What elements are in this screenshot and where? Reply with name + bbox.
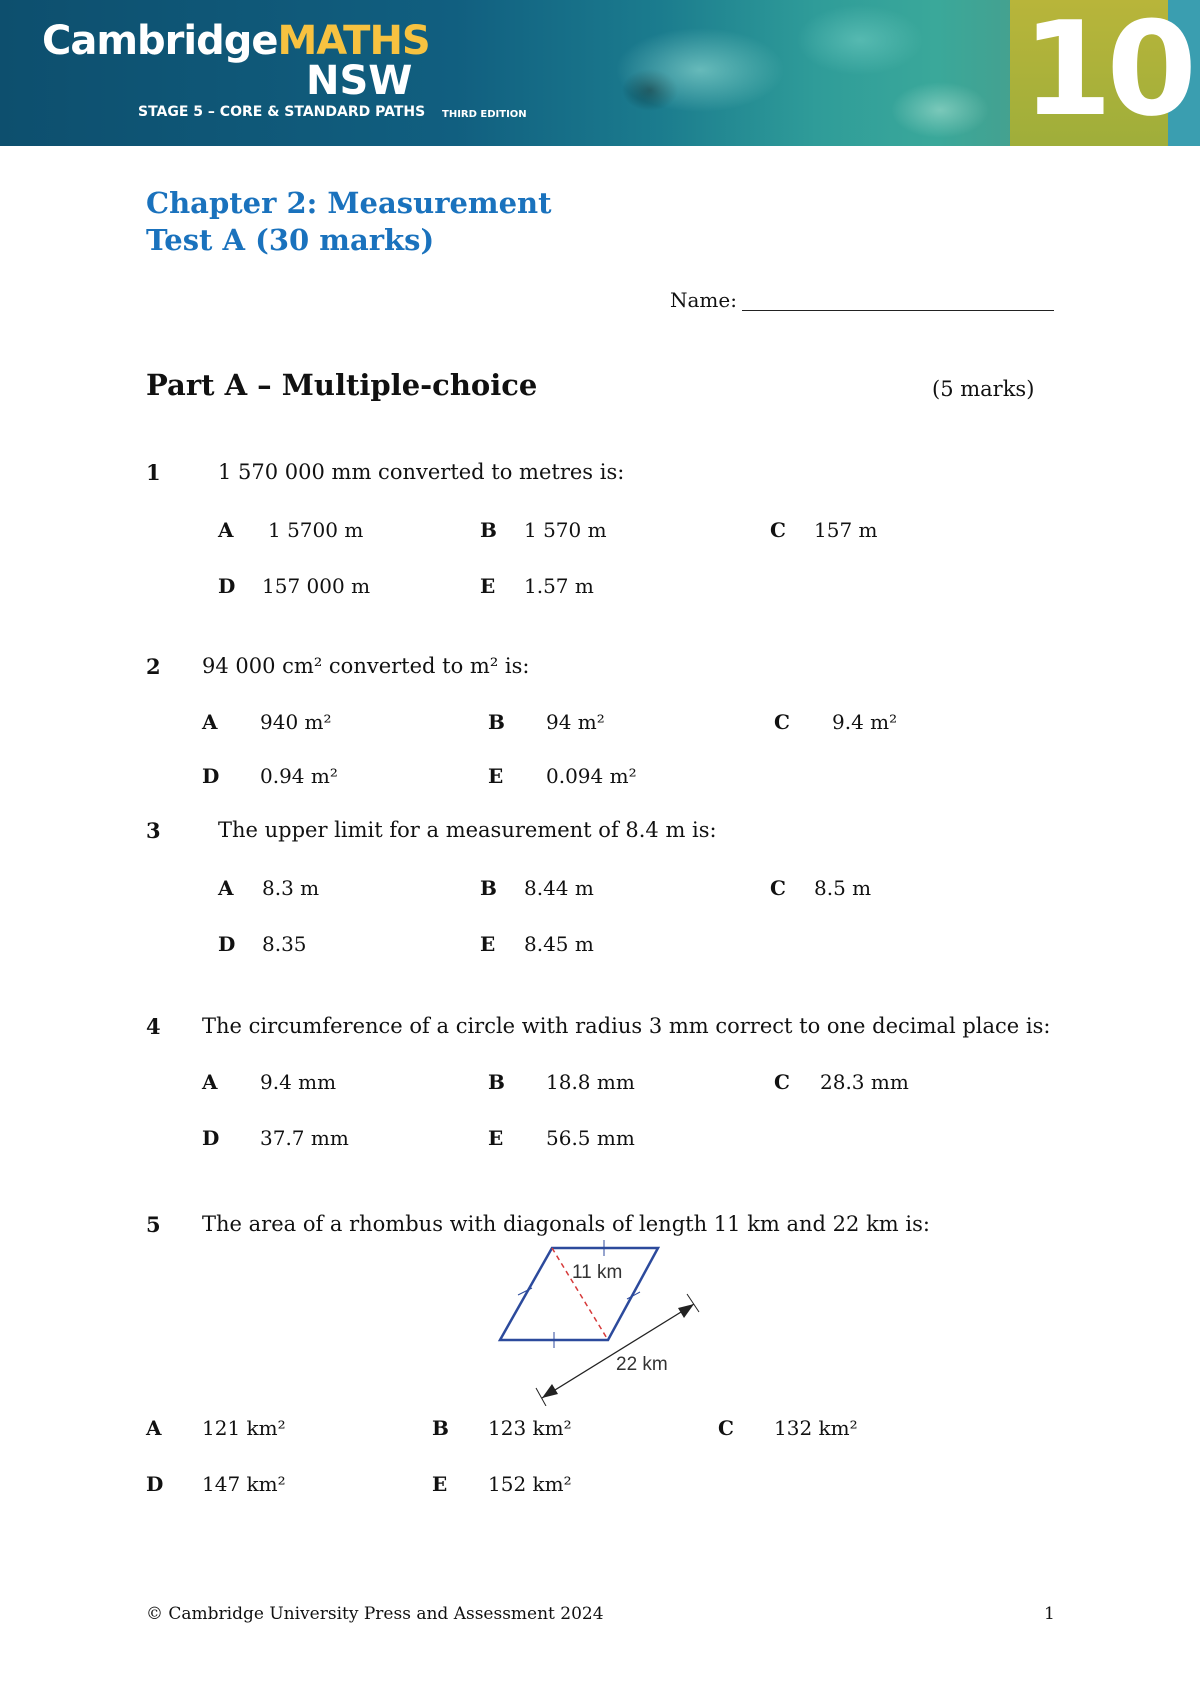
option-letter-c: C — [774, 1070, 790, 1094]
option-value-d: 147 km² — [202, 1472, 286, 1496]
option-value-c: 132 km² — [774, 1416, 858, 1440]
option-value-a: 940 m² — [260, 710, 332, 734]
question-number: 3 — [146, 818, 161, 843]
stage-label: STAGE 5 – CORE & STANDARD PATHS — [138, 104, 426, 120]
option-letter-a: A — [146, 1416, 162, 1440]
brand-maths: MATHS — [277, 18, 430, 64]
option-letter-d: D — [218, 932, 236, 956]
page-number: 1 — [1044, 1604, 1055, 1624]
option-value-c: 9.4 m² — [832, 710, 898, 734]
long-diagonal-dimension — [542, 1304, 694, 1398]
option-letter-b: B — [432, 1416, 449, 1440]
question-number: 2 — [146, 654, 161, 679]
option-value-e: 8.45 m — [524, 932, 594, 956]
copyright-footer: © Cambridge University Press and Assessment 2024 — [146, 1604, 604, 1624]
option-letter-c: C — [774, 710, 790, 734]
option-value-e: 152 km² — [488, 1472, 572, 1496]
chapter-title: Chapter 2: Measurement — [146, 186, 552, 220]
option-value-d: 157 000 m — [262, 574, 371, 598]
question-number: 4 — [146, 1014, 161, 1039]
question-text: The area of a rhombus with diagonals of length 11 km and 22 km is: — [202, 1212, 930, 1236]
option-letter-a: A — [218, 876, 234, 900]
question-text: 1 570 000 mm converted to metres is: — [218, 460, 625, 484]
option-value-b: 1 570 m — [524, 518, 607, 542]
option-letter-e: E — [488, 764, 504, 788]
grade-number: 10 — [1022, 0, 1191, 145]
rhombus-diagram — [480, 1236, 720, 1406]
option-value-a: 121 km² — [202, 1416, 286, 1440]
option-value-c: 28.3 mm — [820, 1070, 909, 1094]
question-number: 5 — [146, 1212, 161, 1237]
option-value-b: 123 km² — [488, 1416, 572, 1440]
option-value-c: 157 m — [814, 518, 878, 542]
option-letter-e: E — [488, 1126, 504, 1150]
long-diagonal-label: 22 km — [616, 1354, 668, 1375]
question-text: The circumference of a circle with radius 3 mm correct to one decimal place is: — [202, 1014, 1051, 1038]
question-text: 94 000 cm² converted to m² is: — [202, 654, 530, 678]
option-letter-b: B — [480, 876, 497, 900]
part-a-marks: (5 marks) — [932, 377, 1035, 401]
option-value-a: 8.3 m — [262, 876, 320, 900]
edition-label: THIRD EDITION — [442, 109, 527, 120]
option-value-b: 18.8 mm — [546, 1070, 635, 1094]
option-value-d: 0.94 m² — [260, 764, 338, 788]
option-value-b: 8.44 m — [524, 876, 594, 900]
option-value-b: 94 m² — [546, 710, 605, 734]
short-diagonal-label: 11 km — [572, 1262, 623, 1283]
option-letter-b: B — [488, 710, 505, 734]
option-letter-c: C — [718, 1416, 734, 1440]
header-banner — [0, 0, 1200, 146]
arrowhead-left — [542, 1384, 558, 1398]
option-value-e: 0.094 m² — [546, 764, 637, 788]
arrowhead-right — [678, 1304, 694, 1318]
option-letter-b: B — [488, 1070, 505, 1094]
option-letter-b: B — [480, 518, 497, 542]
brand-name: Cambridge — [42, 18, 278, 64]
option-letter-e: E — [480, 932, 496, 956]
option-value-d: 37.7 mm — [260, 1126, 349, 1150]
question-number: 1 — [146, 460, 161, 485]
name-write-line — [742, 310, 1054, 311]
question-text: The upper limit for a measurement of 8.4 m is: — [218, 818, 717, 842]
option-letter-d: D — [218, 574, 236, 598]
option-value-c: 8.5 m — [814, 876, 872, 900]
brand-region: NSW — [306, 58, 413, 104]
option-letter-a: A — [218, 518, 234, 542]
option-letter-d: D — [202, 764, 220, 788]
option-letter-c: C — [770, 518, 786, 542]
option-value-a: 1 5700 m — [268, 518, 364, 542]
option-letter-d: D — [202, 1126, 220, 1150]
name-label: Name: — [670, 288, 737, 312]
option-letter-d: D — [146, 1472, 164, 1496]
option-value-e: 1.57 m — [524, 574, 594, 598]
option-letter-a: A — [202, 1070, 218, 1094]
option-letter-a: A — [202, 710, 218, 734]
option-letter-e: E — [432, 1472, 448, 1496]
banner-ocean-image — [560, 0, 1020, 146]
test-title: Test A (30 marks) — [146, 223, 435, 257]
part-a-title: Part A – Multiple-choice — [146, 368, 538, 402]
option-value-e: 56.5 mm — [546, 1126, 635, 1150]
option-letter-c: C — [770, 876, 786, 900]
option-value-d: 8.35 — [262, 932, 307, 956]
option-letter-e: E — [480, 574, 496, 598]
option-value-a: 9.4 mm — [260, 1070, 337, 1094]
